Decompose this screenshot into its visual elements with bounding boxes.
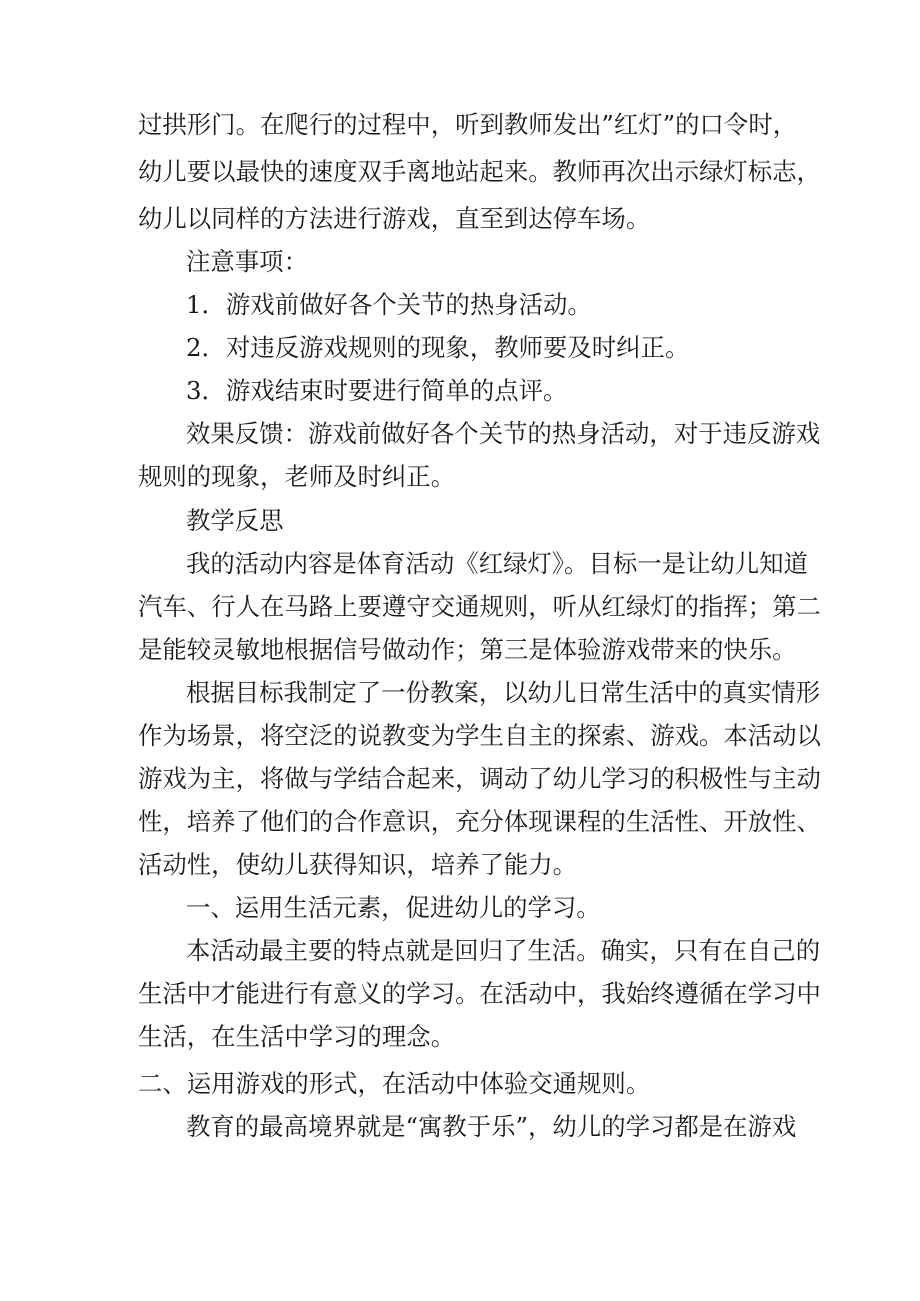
text-line: 效果反馈：游戏前做好各个关节的热身活动，对于违反游戏 bbox=[186, 419, 821, 448]
text-line: 游戏为主，将做与学结合起来，调动了幼儿学习的积极性与主动 bbox=[138, 764, 821, 793]
section-heading: 注意事项： bbox=[186, 247, 308, 276]
list-item: 2．对违反游戏规则的现象，教师要及时纠正。 bbox=[186, 333, 690, 362]
list-item: 3．游戏结束时要进行简单的点评。 bbox=[186, 376, 568, 405]
list-item: 1．游戏前做好各个关节的热身活动。 bbox=[186, 290, 592, 319]
text-line: 我的活动内容是体育活动《红绿灯》。目标一是让幼儿知道 bbox=[186, 549, 808, 578]
section-heading: 教学反思 bbox=[186, 506, 284, 535]
text-line: 根据目标我制定了一份教案，以幼儿日常生活中的真实情形 bbox=[186, 678, 821, 707]
section-heading: 二、运用游戏的形式，在活动中体验交通规则。 bbox=[138, 1069, 651, 1098]
text-line: 性，培养了他们的合作意识，充分体现课程的生活性、开放性、 bbox=[138, 807, 821, 836]
text-line: 生活中才能进行有意义的学习。在活动中，我始终遵循在学习中 bbox=[138, 979, 821, 1008]
text-line: 是能较灵敏地根据信号做动作；第三是体验游戏带来的快乐。 bbox=[138, 635, 797, 664]
section-heading: 一、运用生活元素，促进幼儿的学习。 bbox=[186, 893, 601, 922]
text-line: 幼儿要以最快的速度双手离地站起来。教师再次出示绿灯标志， bbox=[138, 157, 821, 186]
text-line: 过拱形门。在爬行的过程中，听到教师发出”红灯”的口令时， bbox=[138, 110, 798, 139]
text-line: 教育的最高境界就是“寓教于乐”，幼儿的学习都是在游戏 bbox=[186, 1112, 797, 1141]
text-line: 幼儿以同样的方法进行游戏，直至到达停车场。 bbox=[138, 204, 651, 233]
text-line: 生活，在生活中学习的理念。 bbox=[138, 1022, 456, 1051]
text-line: 活动性，使幼儿获得知识，培养了能力。 bbox=[138, 850, 578, 879]
text-line: 作为场景，将空泛的说教变为学生自主的探索、游戏。本活动以 bbox=[138, 721, 821, 750]
text-line: 规则的现象，老师及时纠正。 bbox=[138, 462, 456, 491]
text-line: 汽车、行人在马路上要遵守交通规则，听从红绿灯的指挥；第二 bbox=[138, 592, 821, 621]
text-line: 本活动最主要的特点就是回归了生活。确实，只有在自己的 bbox=[186, 936, 821, 965]
